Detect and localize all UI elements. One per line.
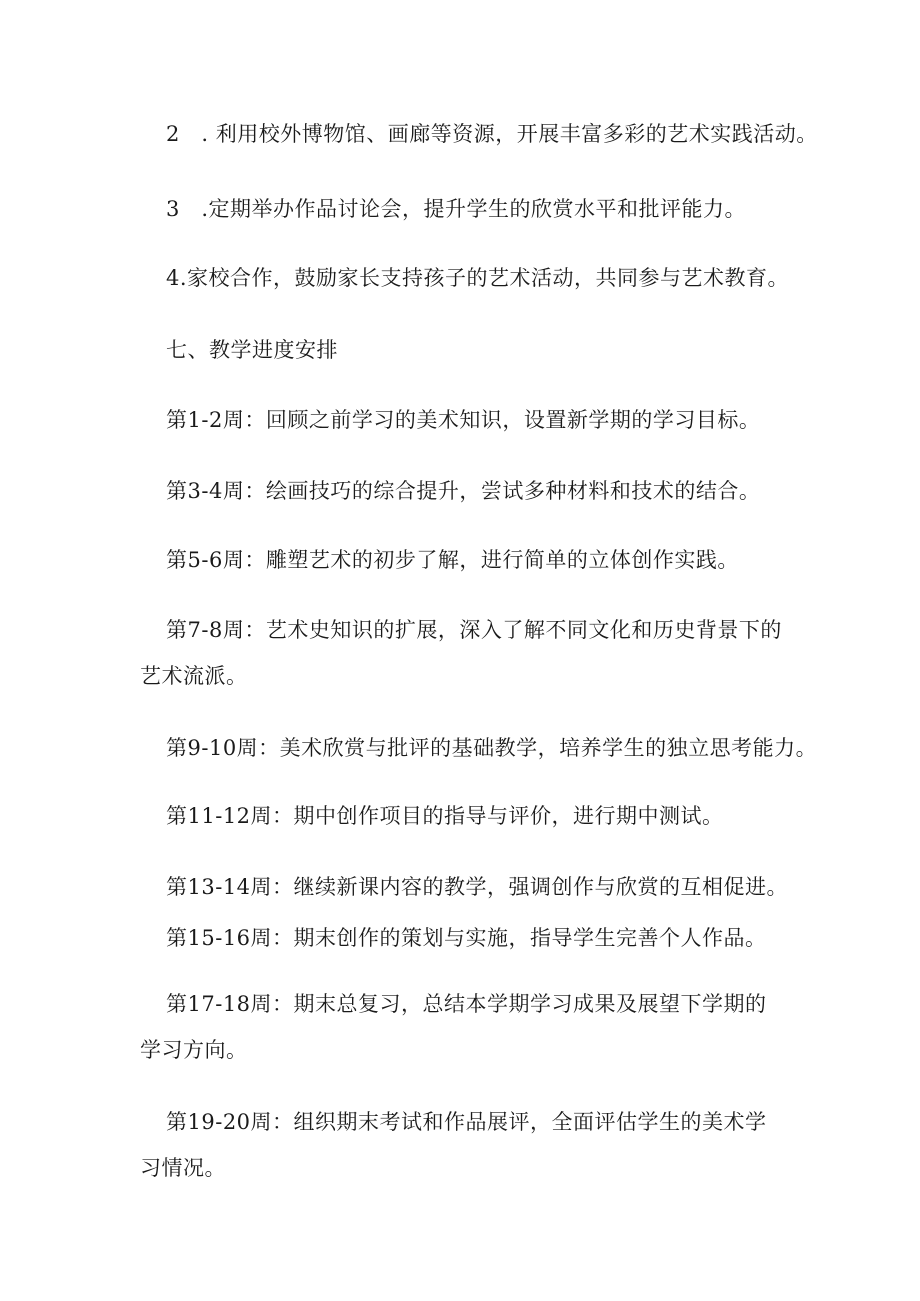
list-item-4: 4.家校合作，鼓励家长支持孩子的艺术活动，共同参与艺术教育。 [166,266,790,290]
list-item-2: 2 . 利用校外博物馆、画廊等资源，开展丰富多彩的艺术实践活动。 [166,122,818,146]
schedule-week-3-4: 第3-4周：绘画技巧的综合提升，尝试多种材料和技术的结合。 [166,479,761,503]
section-heading: 七、教学进度安排 [166,338,338,362]
schedule-week-13-14: 第13-14周：继续新课内容的教学，强调创作与欣赏的互相促进。 [166,875,789,899]
schedule-week-7-8: 第7-8周：艺术史知识的扩展，深入了解不同文化和历史背景下的 [166,618,782,642]
schedule-week-19-20: 第19-20周：组织期末考试和作品展评，全面评估学生的美术学 [166,1110,767,1134]
list-item-3: 3 .定期举办作品讨论会，提升学生的欣赏水平和批评能力。 [166,197,747,221]
schedule-week-19-20-continued: 习情况。 [140,1156,226,1180]
schedule-week-5-6: 第5-6周：雕塑艺术的初步了解，进行简单的立体创作实践。 [166,548,739,572]
schedule-week-15-16: 第15-16周：期末创作的策划与实施，指导学生完善个人作品。 [166,926,767,950]
schedule-week-11-12: 第11-12周：期中创作项目的指导与评价，进行期中测试。 [166,804,724,828]
schedule-week-7-8-continued: 艺术流派。 [140,664,248,688]
schedule-week-17-18: 第17-18周：期末总复习，总结本学期学习成果及展望下学期的 [166,992,767,1016]
schedule-week-17-18-continued: 学习方向。 [140,1038,248,1062]
schedule-week-1-2: 第1-2周：回顾之前学习的美术知识，设置新学期的学习目标。 [166,408,761,432]
schedule-week-9-10: 第9-10周：美术欣赏与批评的基础教学，培养学生的独立思考能力。 [166,736,818,760]
